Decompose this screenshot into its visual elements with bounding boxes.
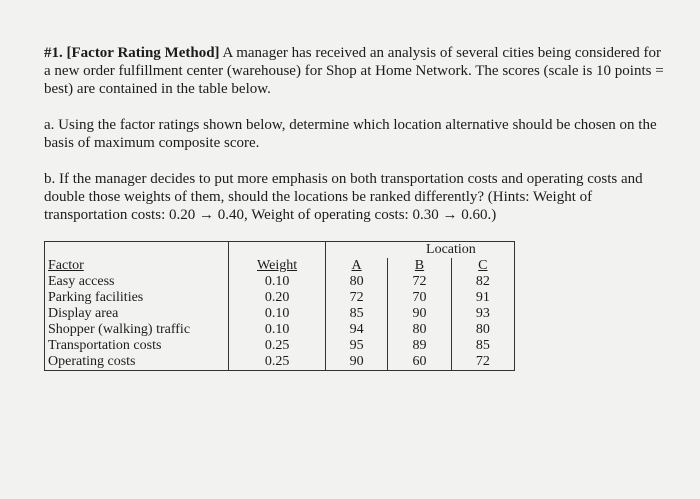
score-a: 90 — [325, 354, 388, 371]
factor-name: Shopper (walking) traffic — [48, 322, 191, 337]
factor-column-header: Factor — [48, 258, 84, 273]
problem-title: [Factor Rating Method] — [66, 45, 220, 61]
table-row — [45, 306, 515, 322]
table-row — [45, 274, 515, 290]
factor-weight: 0.25 — [229, 354, 325, 371]
location-header: Location — [426, 242, 476, 257]
table-row — [45, 354, 515, 371]
factor-name: Operating costs — [48, 354, 136, 369]
score-c: 93 — [451, 306, 514, 322]
table-row — [45, 322, 515, 338]
score-b: 70 — [388, 290, 451, 306]
factor-weight: 0.10 — [229, 322, 325, 338]
weight-column-header: Weight — [257, 258, 298, 273]
score-b: 60 — [388, 354, 451, 371]
score-b: 90 — [388, 306, 451, 322]
score-a: 94 — [325, 322, 388, 338]
problem-intro-text: A manager has received an analysis of several cities being considered for a new order fulfillment center (warehouse) for Shop at Home Network. The scores (scale is 10 points = best) are contained in the table below. — [44, 45, 664, 97]
factor-name: Display area — [48, 306, 119, 321]
location-a-header: A — [351, 258, 362, 273]
score-a: 95 — [325, 338, 388, 354]
score-c: 82 — [451, 274, 514, 290]
location-b-header: B — [414, 258, 425, 273]
score-c: 91 — [451, 290, 514, 306]
table-row — [45, 290, 515, 306]
factor-name: Transportation costs — [48, 338, 162, 353]
factor-weight: 0.10 — [229, 306, 325, 322]
location-c-header: C — [478, 258, 488, 273]
score-a: 85 — [325, 306, 388, 322]
factor-name: Parking facilities — [48, 290, 144, 305]
table-header-row — [45, 258, 515, 274]
problem-number: #1. — [44, 45, 63, 61]
factor-name: Easy access — [48, 274, 115, 289]
problem-intro — [44, 44, 664, 98]
factor-weight: 0.25 — [229, 338, 325, 354]
table-row — [45, 338, 515, 354]
score-c: 72 — [451, 354, 514, 371]
score-b: 80 — [388, 322, 451, 338]
score-a: 80 — [325, 274, 388, 290]
part-a-question: a. Using the factor ratings shown below, determine which location alternative should be chosen on the basis of maximum composite score. — [44, 117, 657, 151]
factor-rating-table — [44, 241, 515, 371]
table-location-header-row — [45, 242, 515, 259]
factor-weight: 0.20 — [229, 290, 325, 306]
score-b: 89 — [388, 338, 451, 354]
score-c: 80 — [451, 322, 514, 338]
score-a: 72 — [325, 290, 388, 306]
part-b-question: b. If the manager decides to put more emphasis on both transportation costs and operating costs and double those weights of them, should the locations be ranked differently? (Hints: Weight of transportation costs: 0.20 → 0.40, Weight of operating costs: 0.30 → 0.60.) — [44, 171, 643, 223]
score-b: 72 — [388, 274, 451, 290]
score-c: 85 — [451, 338, 514, 354]
factor-weight: 0.10 — [229, 274, 325, 290]
